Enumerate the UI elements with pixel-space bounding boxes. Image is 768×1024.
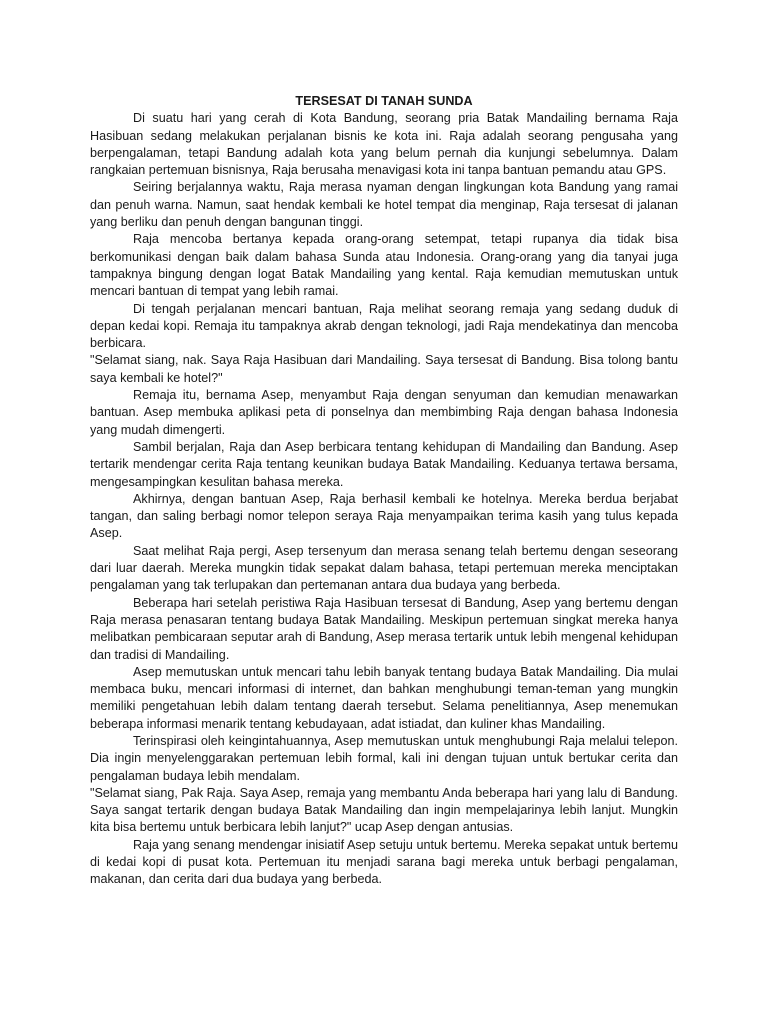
dialogue-paragraph: "Selamat siang, Pak Raja. Saya Asep, remaja yang membantu Anda beberapa hari yang lalu di Bandung. Saya sangat tertarik dengan budaya Batak Mandailing dan ingin mempelajarinya lebih lanjut. Mungkin kita bisa bertemu untuk berbicara lebih lanjut?" ucap Asep dengan antusias. [90, 785, 678, 835]
paragraph: Asep memutuskan untuk mencari tahu lebih banyak tentang budaya Batak Mandailing. Dia mulai membaca buku, mencari informasi di internet, dan bahkan menghubungi teman-teman yang mungkin memiliki pengetahuan lebih dalam tentang daerah tersebut. Selama penelitiannya, Asep menemukan beberapa informasi menarik tentang kebudayaan, adat istiadat, dan kuliner khas Mandailing. [90, 664, 678, 731]
paragraph: Saat melihat Raja pergi, Asep tersenyum dan merasa senang telah bertemu dengan seseorang dari luar daerah. Mereka mungkin tidak sepakat dalam bahasa, tetapi pertemuan mereka menciptakan pengalaman yang tak terlupakan dan pertemanan antara dua budaya yang berbeda. [90, 543, 678, 593]
paragraph: Sambil berjalan, Raja dan Asep berbicara tentang kehidupan di Mandailing dan Bandung. Asep tertarik mendengar cerita Raja tentang keunikan budaya Batak Mandailing. Keduanya tertawa bersama, mengesampingkan kesulitan bahasa mereka. [90, 439, 678, 489]
dialogue-paragraph: "Selamat siang, nak. Saya Raja Hasibuan dari Mandailing. Saya tersesat di Bandung. Bisa tolong bantu saya kembali ke hotel?" [90, 353, 678, 385]
paragraph: Akhirnya, dengan bantuan Asep, Raja berhasil kembali ke hotelnya. Mereka berdua berjabat tangan, dan saling berbagi nomor telepon seraya Raja menyampaikan terima kasih yang tulus kepada Asep. [90, 491, 678, 541]
paragraph: Raja mencoba bertanya kepada orang-orang setempat, tetapi rupanya dia tidak bisa berkomunikasi dengan baik dalam bahasa Sunda atau Indonesia. Orang-orang yang dia tanyai juga tampaknya bingung dengan logat Batak Mandailing yang kental. Raja kemudian memutuskan untuk mencari bantuan di tempat yang lebih ramai. [90, 232, 678, 299]
paragraph: Di tengah perjalanan mencari bantuan, Raja melihat seorang remaja yang sedang duduk di depan kedai kopi. Remaja itu tampaknya akrab dengan teknologi, jadi Raja mendekatinya dan mencoba berbicara. [90, 301, 678, 351]
paragraph: Beberapa hari setelah peristiwa Raja Hasibuan tersesat di Bandung, Asep yang bertemu dengan Raja merasa penasaran tentang budaya Batak Mandailing. Meskipun pertemuan singkat mereka hanya melibatkan pembicaraan seputar arah di Bandung, Asep merasa tertarik untuk lebih mengenal kehidupan dan tradisi di Mandailing. [90, 595, 678, 662]
paragraph: Terinspirasi oleh keingintahuannya, Asep memutuskan untuk menghubungi Raja melalui telepon. Dia ingin menyelenggarakan pertemuan lebih formal, kali ini dengan tujuan untuk bertukar cerita dan pengalaman budaya lebih mendalam. [90, 733, 678, 783]
document-body [90, 110, 678, 888]
paragraph: Raja yang senang mendengar inisiatif Asep setuju untuk bertemu. Mereka sepakat untuk bertemu di kedai kopi di pusat kota. Pertemuan itu menjadi sarana bagi mereka untuk berbagi pengalaman, makanan, dan cerita dari dua budaya yang berbeda. [90, 837, 678, 887]
paragraph: Remaja itu, bernama Asep, menyambut Raja dengan senyuman dan kemudian menawarkan bantuan. Asep membuka aplikasi peta di ponselnya dan membimbing Raja dengan bahasa Indonesia yang mudah dimengerti. [90, 388, 678, 437]
paragraph: Di suatu hari yang cerah di Kota Bandung, seorang pria Batak Mandailing bernama Raja Hasibuan sedang melakukan perjalanan bisnis ke kota ini. Raja adalah seorang pengusaha yang berpengalaman, tetapi Bandung adalah kota yang belum pernah dia kunjungi sebelumnya. Dalam rangkaian pertemuan bisnisnya, Raja berusaha menavigasi kota ini tanpa bantuan pemandu atau GPS. [90, 111, 678, 178]
document-title: TERSESAT DI TANAH SUNDA [295, 94, 473, 108]
paragraph: Seiring berjalannya waktu, Raja merasa nyaman dengan lingkungan kota Bandung yang ramai dan penuh warna. Namun, saat hendak kembali ke hotel tempat dia menginap, Raja tersesat di jalanan yang berliku dan penuh dengan bangunan tinggi. [90, 180, 678, 230]
